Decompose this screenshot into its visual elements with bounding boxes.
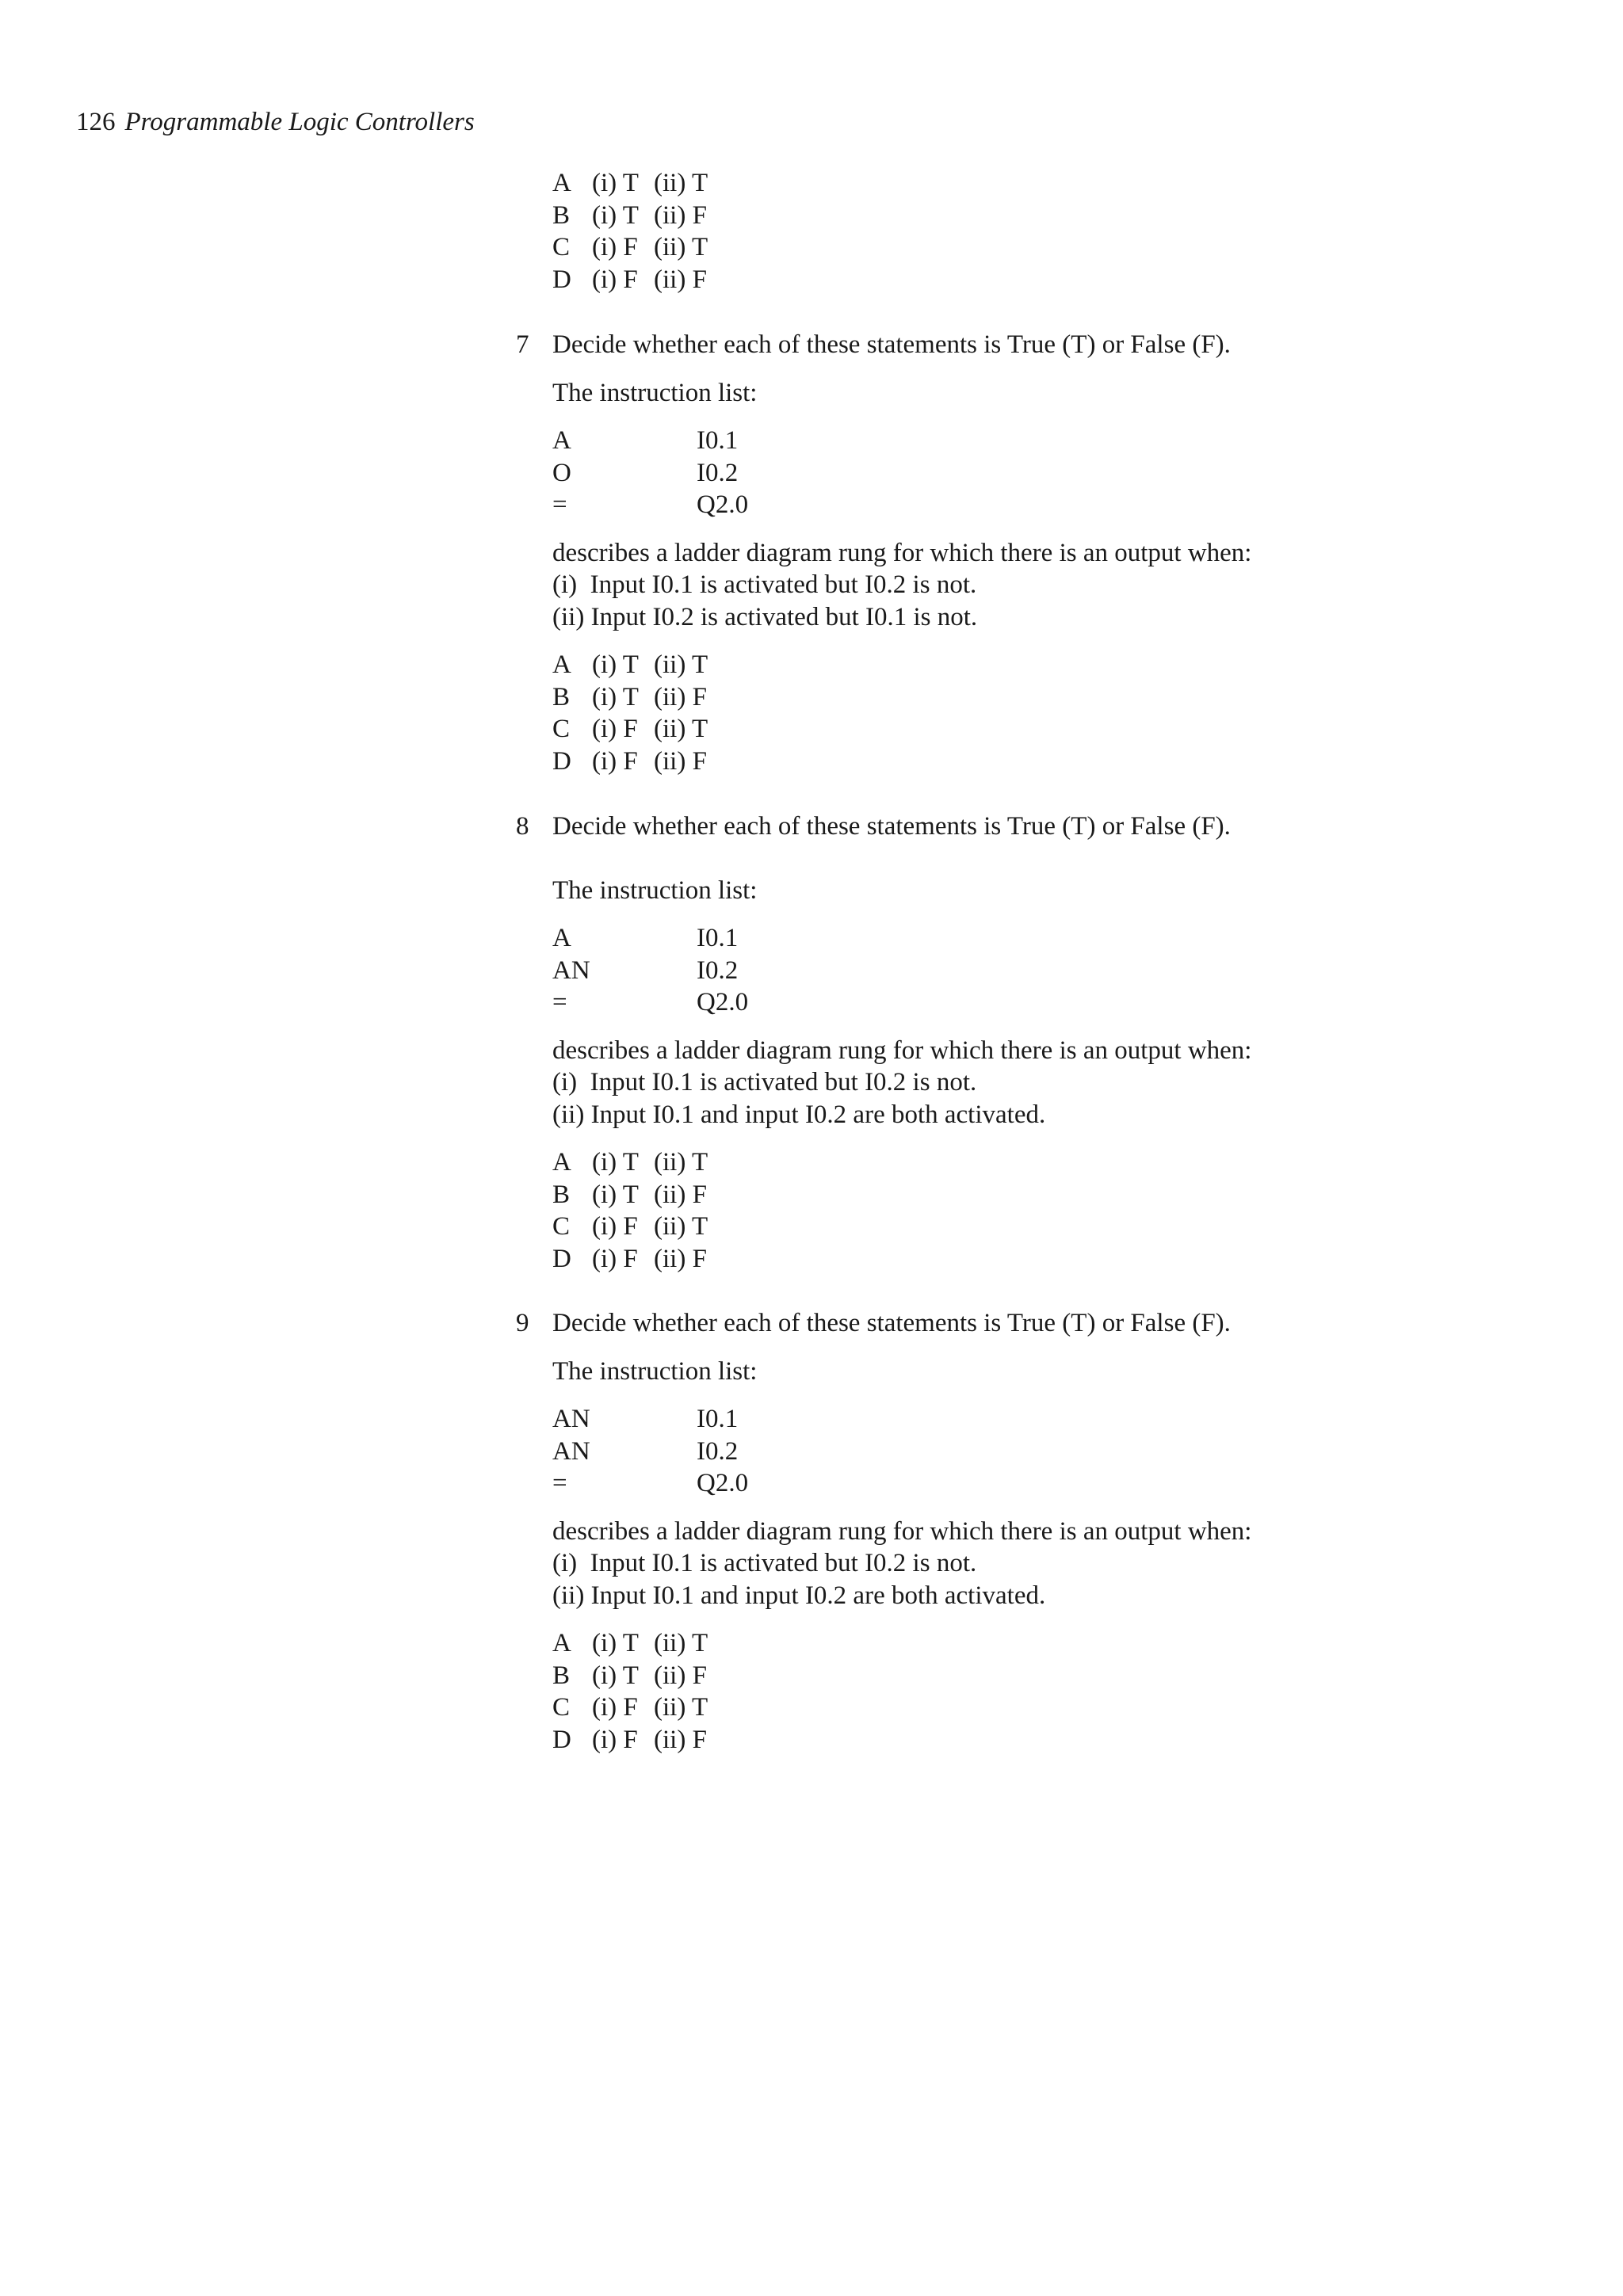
instruction-list: [552, 1403, 1251, 1500]
option-row: [552, 713, 1251, 746]
option-i: (i) T: [592, 1180, 639, 1209]
option-i: (i) F: [592, 265, 638, 294]
question-7: [552, 329, 1251, 777]
question-prompt: Decide whether each of these statements is True (T) or False (F).: [552, 812, 1231, 841]
statement-ii: (ii) Input I0.1 and input I0.2 are both activated.: [552, 1581, 1046, 1610]
option-letter: D: [552, 1244, 571, 1273]
instruction-list: [552, 922, 1251, 1019]
option-row: [552, 200, 708, 232]
instruction-intro: The instruction list:: [552, 875, 758, 905]
option-ii: (ii) T: [654, 1693, 708, 1722]
instruction-operand: I0.1: [697, 924, 739, 952]
book-title: Programmable Logic Controllers: [124, 108, 475, 136]
option-ii: (ii) F: [654, 1725, 707, 1754]
option-row: [552, 167, 708, 200]
option-ii: (ii) F: [654, 1244, 707, 1273]
statement-i: (i) Input I0.1 is activated but I0.2 is not.: [552, 1549, 977, 1577]
instruction-operand: Q2.0: [697, 490, 749, 519]
instruction-row: [552, 922, 1251, 955]
instruction-intro: The instruction list:: [552, 378, 758, 407]
option-row: [552, 264, 708, 296]
option-row: [552, 1627, 1251, 1660]
option-ii: (ii) F: [654, 200, 707, 230]
instruction-intro: The instruction list:: [552, 1356, 758, 1386]
instruction-op: AN: [552, 955, 590, 985]
option-i: (i) T: [592, 650, 639, 679]
question-9: [552, 1307, 1251, 1756]
instruction-op: =: [552, 1469, 567, 1497]
option-letter: A: [552, 169, 571, 197]
option-i: (i) T: [592, 1629, 639, 1657]
option-i: (i) F: [592, 715, 638, 743]
option-row: [552, 1243, 1251, 1276]
option-i: (i) F: [592, 1212, 638, 1241]
option-letter: C: [552, 1212, 571, 1241]
option-i: (i) F: [592, 1244, 638, 1273]
answer-options: [552, 1146, 1251, 1275]
option-row: [552, 1179, 1251, 1211]
instruction-op: AN: [552, 1405, 590, 1433]
instruction-operand: I0.2: [697, 458, 739, 487]
option-row: [552, 1660, 1251, 1692]
statement-ii: (ii) Input I0.2 is activated but I0.1 is not.: [552, 602, 978, 631]
previous-question-options: [552, 167, 708, 296]
option-letter: D: [552, 265, 571, 294]
instruction-row: [552, 1467, 1251, 1500]
option-row: [552, 1211, 1251, 1243]
instruction-operand: Q2.0: [697, 1469, 749, 1497]
instruction-op: O: [552, 458, 571, 487]
statement-i: (i) Input I0.1 is activated but I0.2 is not.: [552, 1068, 977, 1097]
page-number: 126: [76, 108, 116, 136]
option-ii: (ii) F: [654, 1661, 707, 1690]
option-ii: (ii) T: [654, 1148, 708, 1177]
instruction-row: [552, 1403, 1251, 1436]
question-8: [552, 810, 1251, 1275]
statement-i: (i) Input I0.1 is activated but I0.2 is not.: [552, 570, 977, 599]
answer-options: [552, 1627, 1251, 1756]
description-text: describes a ladder diagram rung for which there is an output when:: [552, 538, 1252, 567]
option-ii: (ii) F: [654, 1180, 707, 1209]
description-text: describes a ladder diagram rung for which there is an output when:: [552, 1516, 1252, 1546]
option-i: (i) F: [592, 1693, 638, 1722]
instruction-operand: I0.1: [697, 1405, 739, 1433]
instruction-row: [552, 1436, 1251, 1468]
option-letter: A: [552, 650, 571, 679]
question-prompt: Decide whether each of these statements is True (T) or False (F).: [552, 330, 1231, 359]
instruction-operand: I0.2: [697, 955, 739, 985]
option-row: [552, 1724, 1251, 1756]
instruction-operand: Q2.0: [697, 988, 749, 1016]
option-letter: B: [552, 200, 571, 230]
option-letter: C: [552, 1693, 571, 1722]
instruction-row: [552, 489, 1251, 521]
instruction-op: AN: [552, 1436, 590, 1466]
option-i: (i) T: [592, 1148, 639, 1177]
instruction-row: [552, 955, 1251, 987]
description-text: describes a ladder diagram rung for which there is an output when:: [552, 1035, 1252, 1065]
option-ii: (ii) F: [654, 265, 707, 294]
option-letter: B: [552, 1661, 571, 1690]
option-i: (i) F: [592, 746, 638, 776]
instruction-op: =: [552, 988, 567, 1016]
instruction-list: [552, 425, 1251, 521]
option-i: (i) T: [592, 1661, 639, 1690]
option-letter: C: [552, 715, 571, 743]
option-ii: (ii) T: [654, 169, 708, 197]
instruction-row: [552, 425, 1251, 457]
option-letter: C: [552, 233, 571, 261]
option-letter: A: [552, 1148, 571, 1177]
option-ii: (ii) T: [654, 715, 708, 743]
option-letter: B: [552, 1180, 571, 1209]
option-letter: B: [552, 682, 571, 711]
option-letter: A: [552, 1629, 571, 1657]
option-i: (i) T: [592, 682, 639, 711]
option-i: (i) T: [592, 169, 639, 197]
option-row: [552, 649, 1251, 681]
option-ii: (ii) F: [654, 746, 707, 776]
option-i: (i) T: [592, 200, 639, 230]
instruction-op: A: [552, 924, 571, 952]
option-ii: (ii) T: [654, 650, 708, 679]
instruction-operand: I0.1: [697, 426, 739, 455]
option-ii: (ii) F: [654, 682, 707, 711]
option-ii: (ii) T: [654, 1629, 708, 1657]
option-row: [552, 746, 1251, 778]
statement-ii: (ii) Input I0.1 and input I0.2 are both activated.: [552, 1100, 1046, 1129]
option-row: [552, 681, 1251, 714]
option-ii: (ii) T: [654, 1212, 708, 1241]
instruction-row: [552, 986, 1251, 1019]
option-i: (i) F: [592, 1725, 638, 1754]
answer-options: [552, 649, 1251, 777]
page-header: [76, 106, 475, 138]
option-row: [552, 231, 708, 264]
option-row: [552, 1691, 1251, 1724]
instruction-operand: I0.2: [697, 1436, 739, 1466]
instruction-row: [552, 457, 1251, 490]
option-ii: (ii) T: [654, 233, 708, 261]
option-i: (i) F: [592, 233, 638, 261]
option-letter: D: [552, 746, 571, 776]
instruction-op: =: [552, 490, 567, 519]
question-prompt: Decide whether each of these statements is True (T) or False (F).: [552, 1309, 1231, 1337]
option-row: [552, 1146, 1251, 1179]
question-number-7: 7: [516, 330, 529, 359]
question-number-9: 9: [516, 1309, 529, 1337]
option-letter: D: [552, 1725, 571, 1754]
question-number-8: 8: [516, 812, 529, 841]
instruction-op: A: [552, 426, 571, 455]
